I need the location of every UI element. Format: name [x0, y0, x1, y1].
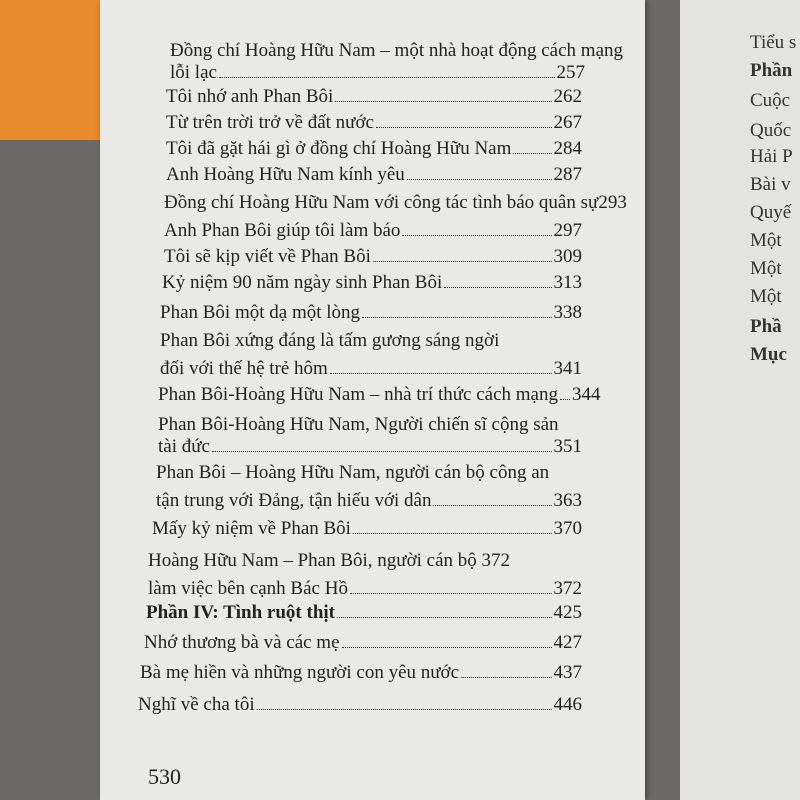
- toc-entry-title: tài đức: [158, 436, 210, 457]
- toc-entry-title: Đồng chí Hoàng Hữu Nam với công tác tình báo quân sự: [164, 192, 599, 213]
- dot-leader: [560, 399, 570, 400]
- toc-entry-title-line: Hoàng Hữu Nam – Phan Bôi, người cán bộ 372: [148, 550, 511, 571]
- toc-page-number: 309: [553, 246, 582, 267]
- toc-page-number: 313: [553, 272, 582, 293]
- toc-entry-title: Anh Hoàng Hữu Nam kính yêu: [166, 164, 405, 185]
- toc-entry: [166, 138, 582, 160]
- dot-leader: [362, 317, 551, 318]
- toc-entry-title: tận trung với Đảng, tận hiếu với dân: [156, 490, 432, 511]
- dot-leader: [373, 261, 552, 262]
- toc-entry: [170, 40, 624, 84]
- toc-page-number: 262: [553, 86, 582, 107]
- dot-leader: [342, 647, 552, 648]
- toc-page-number: 437: [553, 662, 582, 683]
- toc-entry: [158, 414, 582, 458]
- toc-page-number: 297: [553, 220, 582, 241]
- toc-entry: [162, 272, 582, 294]
- toc-page-number: 338: [553, 302, 582, 323]
- toc-entry-title: Tôi đã gặt hái gì ở đồng chí Hoàng Hữu Nam: [166, 138, 512, 159]
- toc-entry: [158, 384, 601, 406]
- toc-entry-title: Phần IV: Tình ruột thịt: [146, 602, 336, 623]
- dot-leader: [407, 179, 552, 180]
- toc-entry: [160, 302, 582, 324]
- dot-leader: [353, 533, 552, 534]
- dot-leader: [330, 373, 552, 374]
- toc-section-heading: [146, 602, 582, 624]
- toc-entry: [160, 330, 582, 380]
- toc-entry-title: làm việc bên cạnh Bác Hồ: [148, 578, 348, 599]
- dot-leader: [257, 709, 552, 710]
- dot-leader: [402, 235, 551, 236]
- toc-entry: [138, 694, 582, 716]
- toc-entry: [166, 112, 582, 134]
- toc-entry-title-line: Phan Bôi-Hoàng Hữu Nam, Người chiến sĩ cộng sản: [158, 414, 559, 435]
- toc-page-number: 293: [598, 192, 627, 213]
- right-page-text: Mục: [750, 344, 787, 365]
- toc-entry-title: Kỷ niệm 90 năm ngày sinh Phan Bôi: [162, 272, 443, 293]
- toc-entry-title: Anh Phan Bôi giúp tôi làm báo: [164, 220, 401, 241]
- dot-leader: [335, 101, 551, 102]
- dot-leader: [376, 127, 552, 128]
- toc-page-number: 372: [553, 578, 582, 599]
- toc-entry: [164, 220, 582, 242]
- dot-leader: [212, 451, 552, 452]
- toc-entry-title: Nhớ thương bà và các mẹ: [144, 632, 340, 653]
- right-page-text: Phần: [750, 60, 793, 81]
- right-page-text: Một: [750, 258, 782, 279]
- toc-entry: [156, 462, 582, 512]
- toc-entry-title: Phan Bôi một dạ một lòng: [160, 302, 361, 323]
- toc-entry-title: Bà mẹ hiền và những người con yêu nước: [140, 662, 460, 683]
- dot-leader: [433, 505, 551, 506]
- toc-page-number: 287: [553, 164, 582, 185]
- right-page-text: Phầ: [750, 316, 782, 337]
- toc-entry: [166, 86, 582, 108]
- toc-entry-title: Tôi sẽ kịp viết về Phan Bôi: [164, 246, 371, 267]
- right-page-text: Bài v: [750, 174, 791, 195]
- toc-page-number: 351: [553, 436, 582, 457]
- right-page-text: Một: [750, 230, 782, 251]
- toc-entry-title: Phan Bôi-Hoàng Hữu Nam – nhà trí thức cách mạng: [158, 384, 558, 405]
- dot-leader: [461, 677, 551, 678]
- toc-entry: [166, 164, 582, 186]
- toc-page-number: 344: [571, 384, 601, 405]
- dot-leader: [219, 77, 555, 78]
- toc-page-number: 425: [553, 602, 582, 623]
- right-page-text: Quốc: [750, 120, 792, 141]
- dot-leader: [350, 593, 552, 594]
- toc-entry-title-line: Phan Bôi xứng đáng là tấm gương sáng ngời: [160, 330, 500, 351]
- toc-entry: [152, 518, 582, 540]
- dot-leader: [513, 153, 551, 154]
- toc-page-number: 446: [553, 694, 582, 715]
- toc-entry-title: Mấy kỷ niệm về Phan Bôi: [152, 518, 351, 539]
- toc-page-number: 284: [553, 138, 582, 159]
- toc-entry-title: Tôi nhớ anh Phan Bôi: [166, 86, 334, 107]
- toc-entry-title: Nghĩ về cha tôi: [138, 694, 255, 715]
- toc-page-number: 267: [553, 112, 582, 133]
- toc-entry-title: Từ trên trời trở về đất nước: [166, 112, 374, 133]
- toc-page-number: 341: [553, 358, 582, 379]
- toc-entry: [148, 550, 582, 600]
- toc-page-number: 257: [556, 62, 585, 83]
- toc-page-number: 363: [553, 490, 582, 511]
- toc-entry-title: lỗi lạc: [170, 62, 217, 83]
- toc-entry: [140, 662, 582, 684]
- right-page-text: Tiểu s: [750, 32, 797, 53]
- toc-page-number: 427: [553, 632, 582, 653]
- toc-entry-title-line: Phan Bôi – Hoàng Hữu Nam, người cán bộ công an: [156, 462, 550, 483]
- page-number: 530: [148, 764, 181, 789]
- toc-entry: [144, 632, 582, 654]
- right-page-text: Cuộc: [750, 90, 791, 111]
- right-page-text: Hải P: [750, 146, 793, 167]
- right-page-text: Quyế: [750, 202, 792, 223]
- toc-entry: [164, 246, 582, 268]
- right-page-text: Một: [750, 286, 782, 307]
- dot-leader: [444, 287, 551, 288]
- toc-entry: [164, 192, 627, 214]
- dot-leader: [337, 617, 551, 618]
- toc-entry-title-line: Đồng chí Hoàng Hữu Nam – một nhà hoạt động cách mạng: [170, 40, 624, 61]
- toc-page-number: 370: [553, 518, 582, 539]
- toc-entry-title: đối với thế hệ trẻ hôm: [160, 358, 328, 379]
